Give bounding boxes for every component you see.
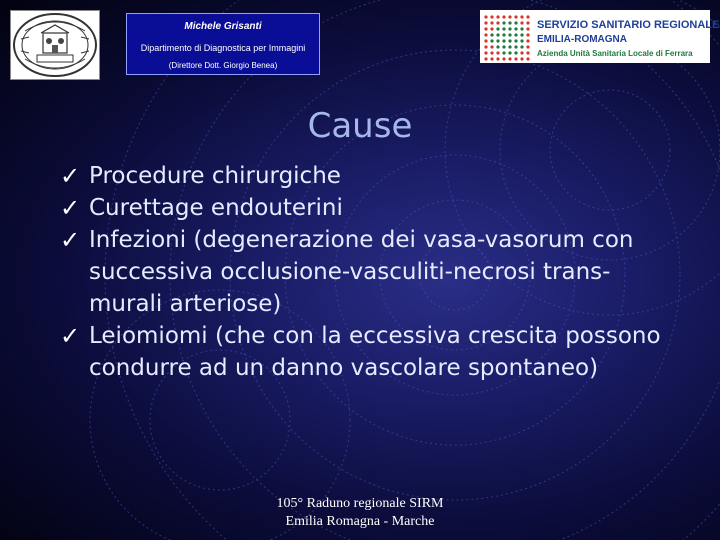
ssr-logo-line1: SERVIZIO SANITARIO REGIONALE (537, 19, 720, 31)
bullet-text: Leiomiomi (che con la eccessiva crescita possono condurre ad un danno vascolare spontaneo) (89, 323, 661, 381)
footer-line1: 105° Raduno regionale SIRM (276, 496, 444, 511)
slide-title: Cause (307, 106, 413, 146)
bullet-text: Procedure chirurgiche (89, 163, 341, 189)
bullet-item (60, 192, 680, 224)
university-seal-icon (11, 11, 99, 79)
bullet-text: Curettage endouterini (89, 195, 343, 221)
bullet-item (60, 224, 680, 320)
bullet-list (60, 160, 680, 384)
footer-line2: Emilia Romagna - Marche (285, 514, 435, 529)
checkmark-icon: ✓ (60, 226, 81, 254)
presenter-info-box (126, 13, 320, 75)
ssr-logo-line3: Azienda Unità Sanitaria Locale di Ferrara (537, 49, 693, 58)
department-name: Dipartimento di Diagnostica per Immagini (140, 43, 306, 53)
checkmark-icon: ✓ (60, 322, 81, 350)
bullet-item (60, 160, 680, 192)
bullet-text: Infezioni (degenerazione dei vasa-vasorum con successiva occlusione-vasculiti-necrosi trans-murali arteriose) (89, 227, 634, 317)
checkmark-icon: ✓ (60, 162, 81, 190)
bullet-item (60, 320, 680, 384)
university-logo (10, 10, 100, 80)
presenter-name: Michele Grisanti (184, 21, 262, 32)
ssr-dot-grid-icon (482, 13, 534, 61)
director-name: (Direttore Dott. Giorgio Benea) (168, 61, 278, 70)
checkmark-icon: ✓ (60, 194, 81, 222)
slide-footer (220, 495, 500, 531)
ssr-logo-line2: EMILIA-ROMAGNA (537, 34, 627, 45)
ssr-logo (480, 10, 720, 63)
